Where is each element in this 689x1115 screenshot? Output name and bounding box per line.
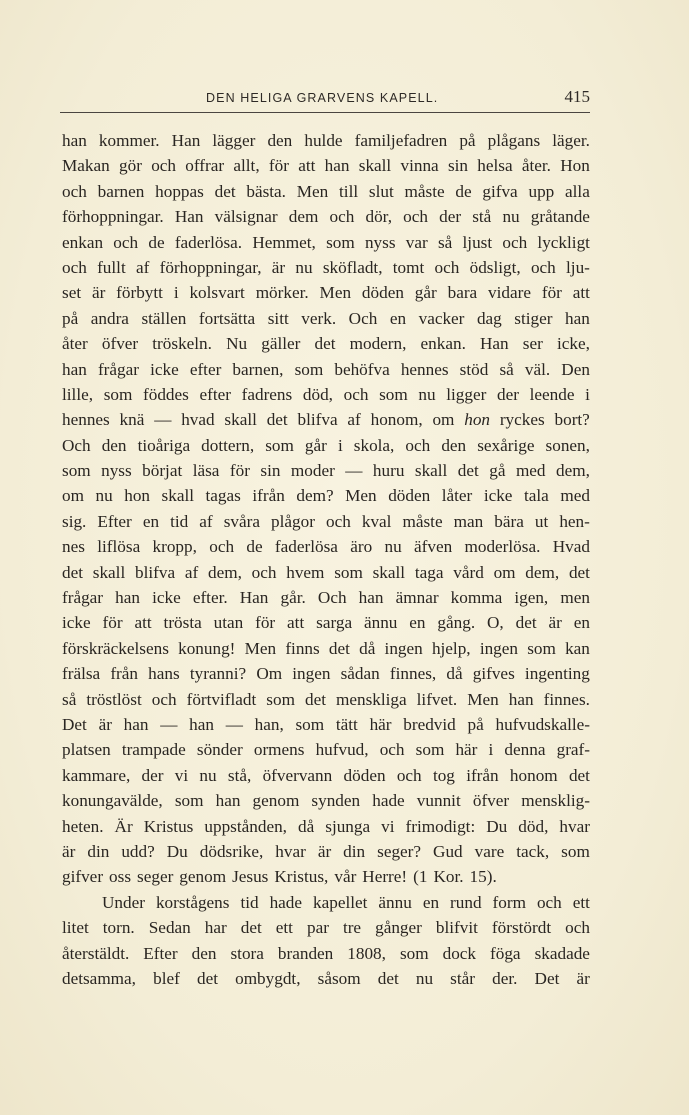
text-line: Makan gör och offrar allt, för att han skall vinna sin helsa åter. Hon xyxy=(62,156,590,176)
text-line: lille, som föddes efter fadrens död, och som nu ligger der leende i xyxy=(62,384,590,404)
text-line: åter öfver tröskeln. Nu gäller det modern, enkan. Han ser icke, xyxy=(62,334,590,354)
text-line: enkan och de faderlösa. Hemmet, som nyss var så ljust och lyckligt xyxy=(62,232,590,252)
text-line: hennes knä — hvad skall det blifva af honom, om hon ryckes bort? xyxy=(62,410,590,430)
text-line: är din udd? Du dödsrike, hvar är din seger? Gud vare tack, som xyxy=(62,841,590,861)
text-line: sig. Efter en tid af svåra plågor och kval måste man bära ut hen- xyxy=(62,511,590,531)
text-line: konungavälde, som han genom synden hade vunnit öfver mensklig- xyxy=(62,791,590,811)
body-text xyxy=(62,128,590,991)
text-line: och barnen hoppas det bästa. Men till slut måste de gifva upp alla xyxy=(62,181,590,201)
page-number: 415 xyxy=(564,87,590,106)
text-line: återstäldt. Efter den stora branden 1808, som dock föga skadade xyxy=(62,943,590,963)
text-line: om nu hon skall tagas ifrån dem? Men döden låter icke tala med xyxy=(62,486,590,506)
text-line: heten. Är Kristus uppstånden, då sjunga vi frimodigt: Du död, hvar xyxy=(62,816,590,836)
text-line: platsen trampade sönder ormens hufvud, och som här i denna graf- xyxy=(62,740,590,760)
text-line: Och den tioåriga dottern, som går i skola, och den sexårige sonen, xyxy=(62,435,590,455)
text-line: frågar han icke efter. Han går. Och han ämnar komma igen, men xyxy=(62,588,590,608)
text-line: kammare, der vi nu stå, öfvervann döden och tog ifrån honom det xyxy=(62,765,590,785)
header-rule xyxy=(60,112,590,113)
text-line: icke för att trösta utan för att sarga ännu en gång. O, det är en xyxy=(62,613,590,633)
text-line: gifver oss seger genom Jesus Kristus, vår Herre! (1 Kor. 15). xyxy=(62,867,497,887)
text-line: så tröstlöst och förtvifladt som det menskliga lifvet. Men han finnes. xyxy=(62,689,590,709)
page-header xyxy=(60,86,590,116)
text-line: Under korstågens tid hade kapellet ännu en rund form och ett xyxy=(102,892,590,912)
text-line: nes liflösa kropp, och de faderlösa äro nu äfven moderlösa. Hvad xyxy=(62,537,590,557)
text-line: förskräckelsens konung! Men finns det då ingen hjelp, ingen som kan xyxy=(62,638,590,658)
text-line: han kommer. Han lägger den hulde familjefadren på plågans läger. xyxy=(62,131,590,150)
text-line: på andra ställen fortsätta sitt verk. Och en vacker dag stiger han xyxy=(62,308,590,328)
text-line: detsamma, blef det ombygdt, såsom det nu står der. Det är xyxy=(62,968,590,988)
text-line: litet torn. Sedan har det ett par tre gånger blifvit förstördt och xyxy=(62,918,590,938)
text-line: han frågar icke efter barnen, som behöfva hennes stöd så väl. Den xyxy=(62,359,590,379)
text-line: och fullt af förhoppningar, är nu sköfladt, tomt och ödsligt, och lju- xyxy=(62,257,590,277)
text-line: det skall blifva af dem, och hvem som skall taga vård om dem, det xyxy=(62,562,590,582)
running-title: DEN HELIGA GRARVENS KAPELL. xyxy=(206,91,439,105)
text-line: som nyss börjat läsa för sin moder — huru skall det gå med dem, xyxy=(62,461,590,481)
text-line: frälsa från hans tyranni? Om ingen sådan finnes, då gifves ingenting xyxy=(62,664,590,684)
text-line: Det är han — han — han, som tätt här bredvid på hufvudskalle- xyxy=(62,714,590,734)
text-line: set är förbytt i kolsvart mörker. Men döden går bara vidare för att xyxy=(62,283,590,303)
text-line: förhoppningar. Han välsignar dem och dör, och der stå nu gråtande xyxy=(62,207,590,227)
